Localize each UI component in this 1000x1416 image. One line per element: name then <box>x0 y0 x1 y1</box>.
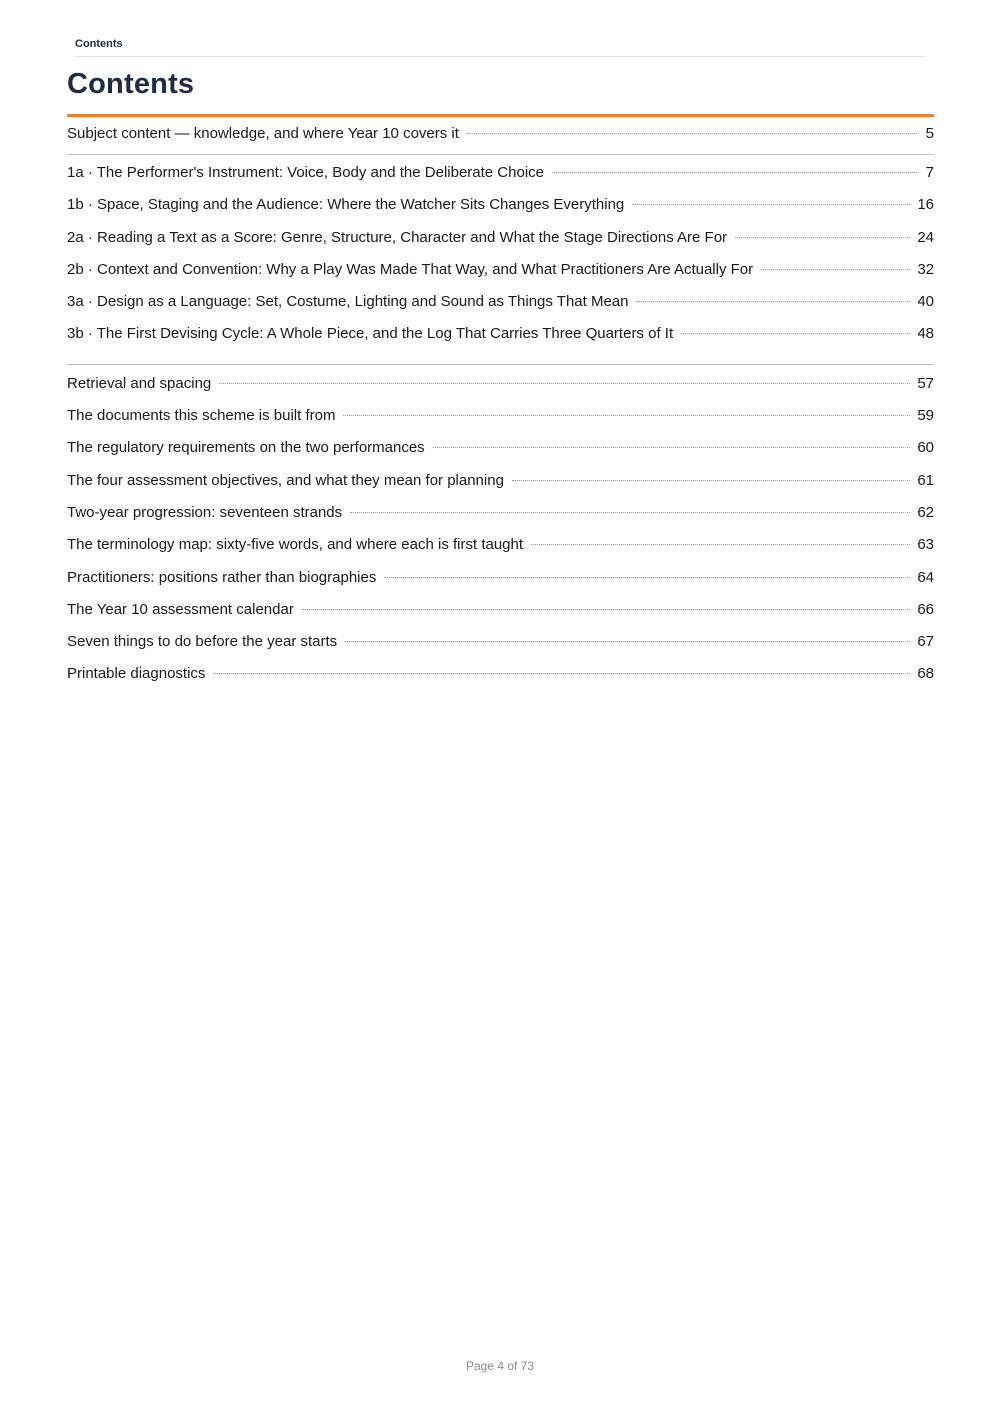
dot-leader <box>384 577 910 578</box>
toc-entry-page-number: 48 <box>917 325 934 343</box>
toc-entry-page-number: 7 <box>925 164 934 181</box>
toc-entry-title: Printable diagnostics <box>67 665 206 683</box>
dot-leader <box>512 480 910 481</box>
toc-entry[interactable] <box>67 437 934 469</box>
toc-entry[interactable] <box>67 194 934 226</box>
toc-group-subject-content <box>67 117 934 154</box>
toc-entry-page-number: 24 <box>917 228 934 246</box>
toc-entry[interactable] <box>67 663 934 695</box>
toc-entry[interactable] <box>67 470 934 502</box>
dot-leader <box>552 172 917 173</box>
toc-entry-title: The terminology map: sixty-five words, and where each is first taught <box>67 536 524 554</box>
toc-entry[interactable] <box>67 373 934 405</box>
toc-entry[interactable] <box>67 631 934 663</box>
toc-entry-page-number: 66 <box>917 600 934 618</box>
toc-entry[interactable] <box>67 291 934 323</box>
dot-leader <box>636 301 910 302</box>
dot-leader <box>735 237 910 238</box>
dot-leader <box>302 609 911 610</box>
toc-entry-title: Two-year progression: seventeen strands <box>67 503 343 521</box>
toc-entry-page-number: 40 <box>917 293 934 311</box>
toc-entry-page-number: 59 <box>917 407 934 425</box>
page-title: Contents <box>67 68 195 100</box>
toc-entry-title: 2a · Reading a Text as a Score: Genre, Structure, Character and What the Stage Directions Are For <box>67 228 728 246</box>
toc-entry-page-number: 5 <box>925 125 934 142</box>
toc-entry-page-number: 64 <box>917 568 934 586</box>
toc-entry-title: 1b · Space, Staging and the Audience: Where the Watcher Sits Changes Everything <box>67 196 625 214</box>
toc-entry-title: 2b · Context and Convention: Why a Play Was Made That Way, and What Practitioners Are Actually For <box>67 260 754 278</box>
toc-entry-title: Practitioners: positions rather than biographies <box>67 568 377 586</box>
toc-entry-page-number: 61 <box>917 471 934 489</box>
toc-entry[interactable] <box>67 405 934 437</box>
toc-entry-title: 1a · The Performer's Instrument: Voice, Body and the Deliberate Choice <box>67 164 544 181</box>
dot-leader <box>467 133 917 134</box>
toc-entry-page-number: 57 <box>917 374 934 392</box>
toc-entry-title: The four assessment objectives, and what they mean for planning <box>67 471 504 489</box>
toc-entry-page-number: 63 <box>917 536 934 554</box>
dot-leader <box>632 204 910 205</box>
dot-leader <box>531 544 910 545</box>
dot-leader <box>343 415 910 416</box>
toc-group-appendix <box>67 364 934 696</box>
toc-entry[interactable] <box>67 502 934 534</box>
toc-entry[interactable] <box>67 123 934 145</box>
dot-leader <box>219 383 910 384</box>
toc-entry-title: The Year 10 assessment calendar <box>67 600 294 618</box>
toc-entry-title: Seven things to do before the year starts <box>67 633 338 651</box>
toc-entry[interactable] <box>67 323 934 355</box>
dot-leader <box>761 269 910 270</box>
toc-entry-title: 3b · The First Devising Cycle: A Whole Piece, and the Log That Carries Three Quarters of It <box>67 325 674 343</box>
toc-entry[interactable] <box>67 534 934 566</box>
toc-entry[interactable] <box>67 259 934 291</box>
dot-leader <box>213 673 910 674</box>
toc-group-units <box>67 154 934 364</box>
toc-entry[interactable] <box>67 227 934 259</box>
toc-entry-page-number: 68 <box>917 665 934 683</box>
toc-entry-title: Retrieval and spacing <box>67 374 212 392</box>
dot-leader <box>350 512 910 513</box>
toc-entry-title: The documents this scheme is built from <box>67 407 336 425</box>
toc-entry-title: Subject content — knowledge, and where Year 10 covers it <box>67 125 459 142</box>
table-of-contents <box>67 117 934 696</box>
toc-entry[interactable] <box>67 599 934 631</box>
toc-entry-title: 3a · Design as a Language: Set, Costume, Lighting and Sound as Things That Mean <box>67 293 629 311</box>
dot-leader <box>345 641 910 642</box>
toc-entry-page-number: 60 <box>917 439 934 457</box>
toc-entry[interactable] <box>67 567 934 599</box>
toc-entry-page-number: 32 <box>917 260 934 278</box>
page-number-footer: Page 4 of 73 <box>465 1359 535 1373</box>
toc-entry-page-number: 16 <box>917 196 934 214</box>
toc-entry-page-number: 67 <box>917 633 934 651</box>
running-header: Contents <box>75 38 924 57</box>
dot-leader <box>433 447 911 448</box>
toc-entry-title: The regulatory requirements on the two performances <box>67 439 425 457</box>
toc-entry[interactable] <box>67 162 934 194</box>
toc-entry-page-number: 62 <box>917 503 934 521</box>
dot-leader <box>681 333 910 334</box>
